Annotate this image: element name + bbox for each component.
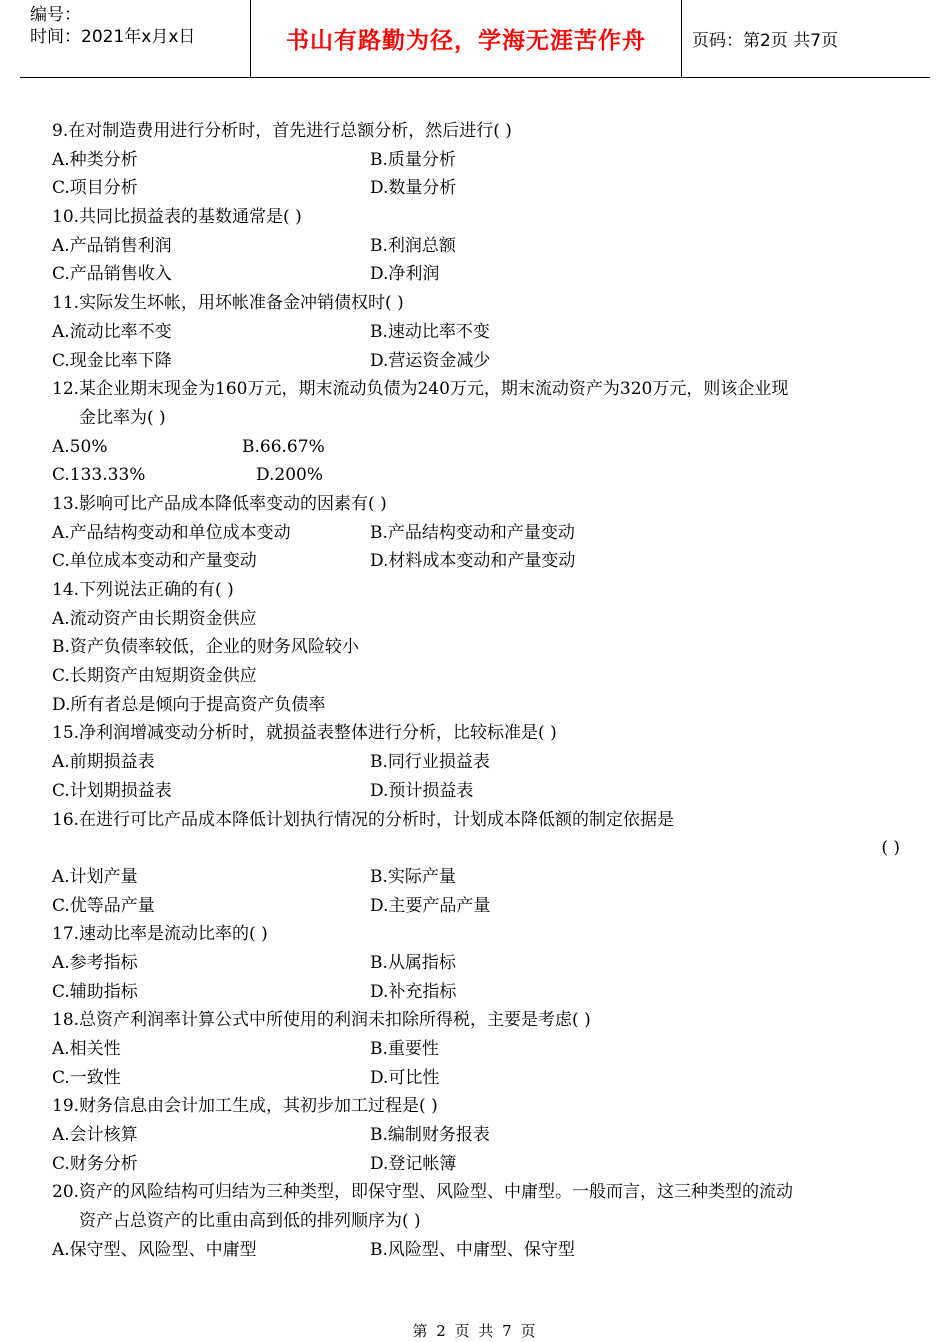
option-row [52,547,900,576]
option: C.计划期损益表 [52,780,172,801]
question-stem: 17.速动比率是流动比率的( ) [52,924,268,945]
option: A.前期损益表 [52,752,155,773]
question-stem: 13.影响可比产品成本降低率变动的因素有( ) [52,493,387,514]
option-row [52,1150,900,1179]
page-code-label: 页码：第2页 共7页 [692,31,839,51]
option-row [52,748,900,777]
header-info-cell [20,0,251,77]
option: C.优等品产量 [52,895,155,916]
option-row [52,174,900,203]
option: A.产品销售利润 [52,235,172,256]
option-row [52,347,900,376]
option-row [52,260,900,289]
option: C.长期资产由短期资金供应 [52,666,257,687]
option: C.财务分析 [52,1153,138,1174]
option: D.数量分析 [370,178,457,199]
option: A.产品结构变动和单位成本变动 [52,522,291,543]
option-row [52,433,900,462]
option-row [52,232,900,261]
option: A.种类分析 [52,149,138,170]
option: A.50% [52,436,108,457]
option: C.产品销售收入 [52,264,172,285]
question-stem: 18.总资产利润率计算公式中所使用的利润未扣除所得税，主要是考虑( ) [52,1010,591,1031]
option-row [52,1064,900,1093]
page-header [20,0,930,78]
option-row [52,978,900,1007]
question-stem: 14.下列说法正确的有( ) [52,580,234,600]
option-row [52,461,900,490]
option: D.净利润 [370,264,440,285]
document-date-label: 时间：2021年x月x日 [30,27,196,47]
option: C.单位成本变动和产量变动 [52,551,257,572]
option: A.参考指标 [52,952,138,973]
option: C.项目分析 [52,178,138,199]
option: C.一致性 [52,1067,121,1088]
option: C.辅助指标 [52,981,138,1002]
option: B.同行业损益表 [370,752,490,773]
option-row [52,146,900,175]
option-row [52,777,900,806]
answer-paren: ( ) [881,838,900,859]
option-row [52,892,900,921]
document-number-label: 编号： [30,5,81,25]
motto-text: 书山有路勤为径，学海无涯苦作舟 [286,28,646,54]
option: D.可比性 [370,1067,440,1088]
option: D.营运资金减少 [370,350,491,371]
question-stem-continuation: 金比率为( ) [79,407,166,428]
option: B.产品结构变动和产量变动 [370,522,575,543]
option-row [52,1236,900,1265]
option: A.流动资产由长期资金供应 [52,608,257,629]
option: D.预计损益表 [370,780,474,801]
option: A.保守型、风险型、中庸型 [52,1239,257,1260]
option: D.材料成本变动和产量变动 [370,551,576,572]
option: B.重要性 [370,1039,439,1059]
option: A.会计核算 [52,1125,138,1146]
option: A.相关性 [52,1039,121,1059]
option: B.66.67% [242,436,325,457]
question-list [52,117,900,1265]
question-stem: 12.某企业期末现金为160万元，期末流动负债为240万元，期末流动资产为320万元，则该企业现 [52,379,789,400]
option: B.从属指标 [370,952,456,973]
option: B.实际产量 [370,866,456,887]
option-row [52,1035,900,1064]
question-stem: 15.净利润增减变动分析时，就损益表整体进行分析，比较标准是( ) [52,723,557,744]
option: C.133.33% [52,465,146,486]
question-stem: 19.财务信息由会计加工生成，其初步加工过程是( ) [52,1096,438,1117]
question-stem: 10.共同比损益表的基数通常是( ) [52,207,302,228]
option: D.补充指标 [370,981,457,1002]
question-stem: 9.在对制造费用进行分析时，首先进行总额分析，然后进行( ) [52,121,512,141]
header-page-cell [682,0,930,77]
option-row [52,519,900,548]
option: D.所有者总是倾向于提高资产负债率 [52,694,326,715]
option-row [52,949,900,978]
option: B.资产负债率较低，企业的财务风险较小 [52,637,359,658]
question-stem-continuation: 资产占总资产的比重由高到低的排列顺序为( ) [79,1211,421,1232]
option: C.现金比率下降 [52,350,172,371]
header-motto-cell [251,0,682,77]
option: D.主要产品产量 [370,895,491,916]
page-footer: 第 2 页 共 7 页 [412,1322,538,1340]
option: B.编制财务报表 [370,1125,490,1146]
option: D.登记帐簿 [370,1153,457,1174]
option-row [52,1121,900,1150]
option: B.质量分析 [370,149,456,170]
option: A.流动比率不变 [52,321,172,342]
option: B.风险型、中庸型、保守型 [370,1239,575,1260]
question-stem: 20.资产的风险结构可归结为三种类型，即保守型、风险型、中庸型。一般而言，这三种类型的流动 [52,1182,794,1203]
option: B.利润总额 [370,235,456,256]
question-stem: 16.在进行可比产品成本降低计划执行情况的分析时，计划成本降低额的制定依据是 [52,809,675,830]
option: D.200% [256,465,324,486]
question-stem: 11.实际发生坏帐，用坏帐准备金冲销债权时( ) [52,293,404,314]
option: B.速动比率不变 [370,321,490,342]
option-row [52,318,900,347]
answer-paren-row [52,834,900,863]
option-row [52,863,900,892]
option: A.计划产量 [52,866,138,887]
